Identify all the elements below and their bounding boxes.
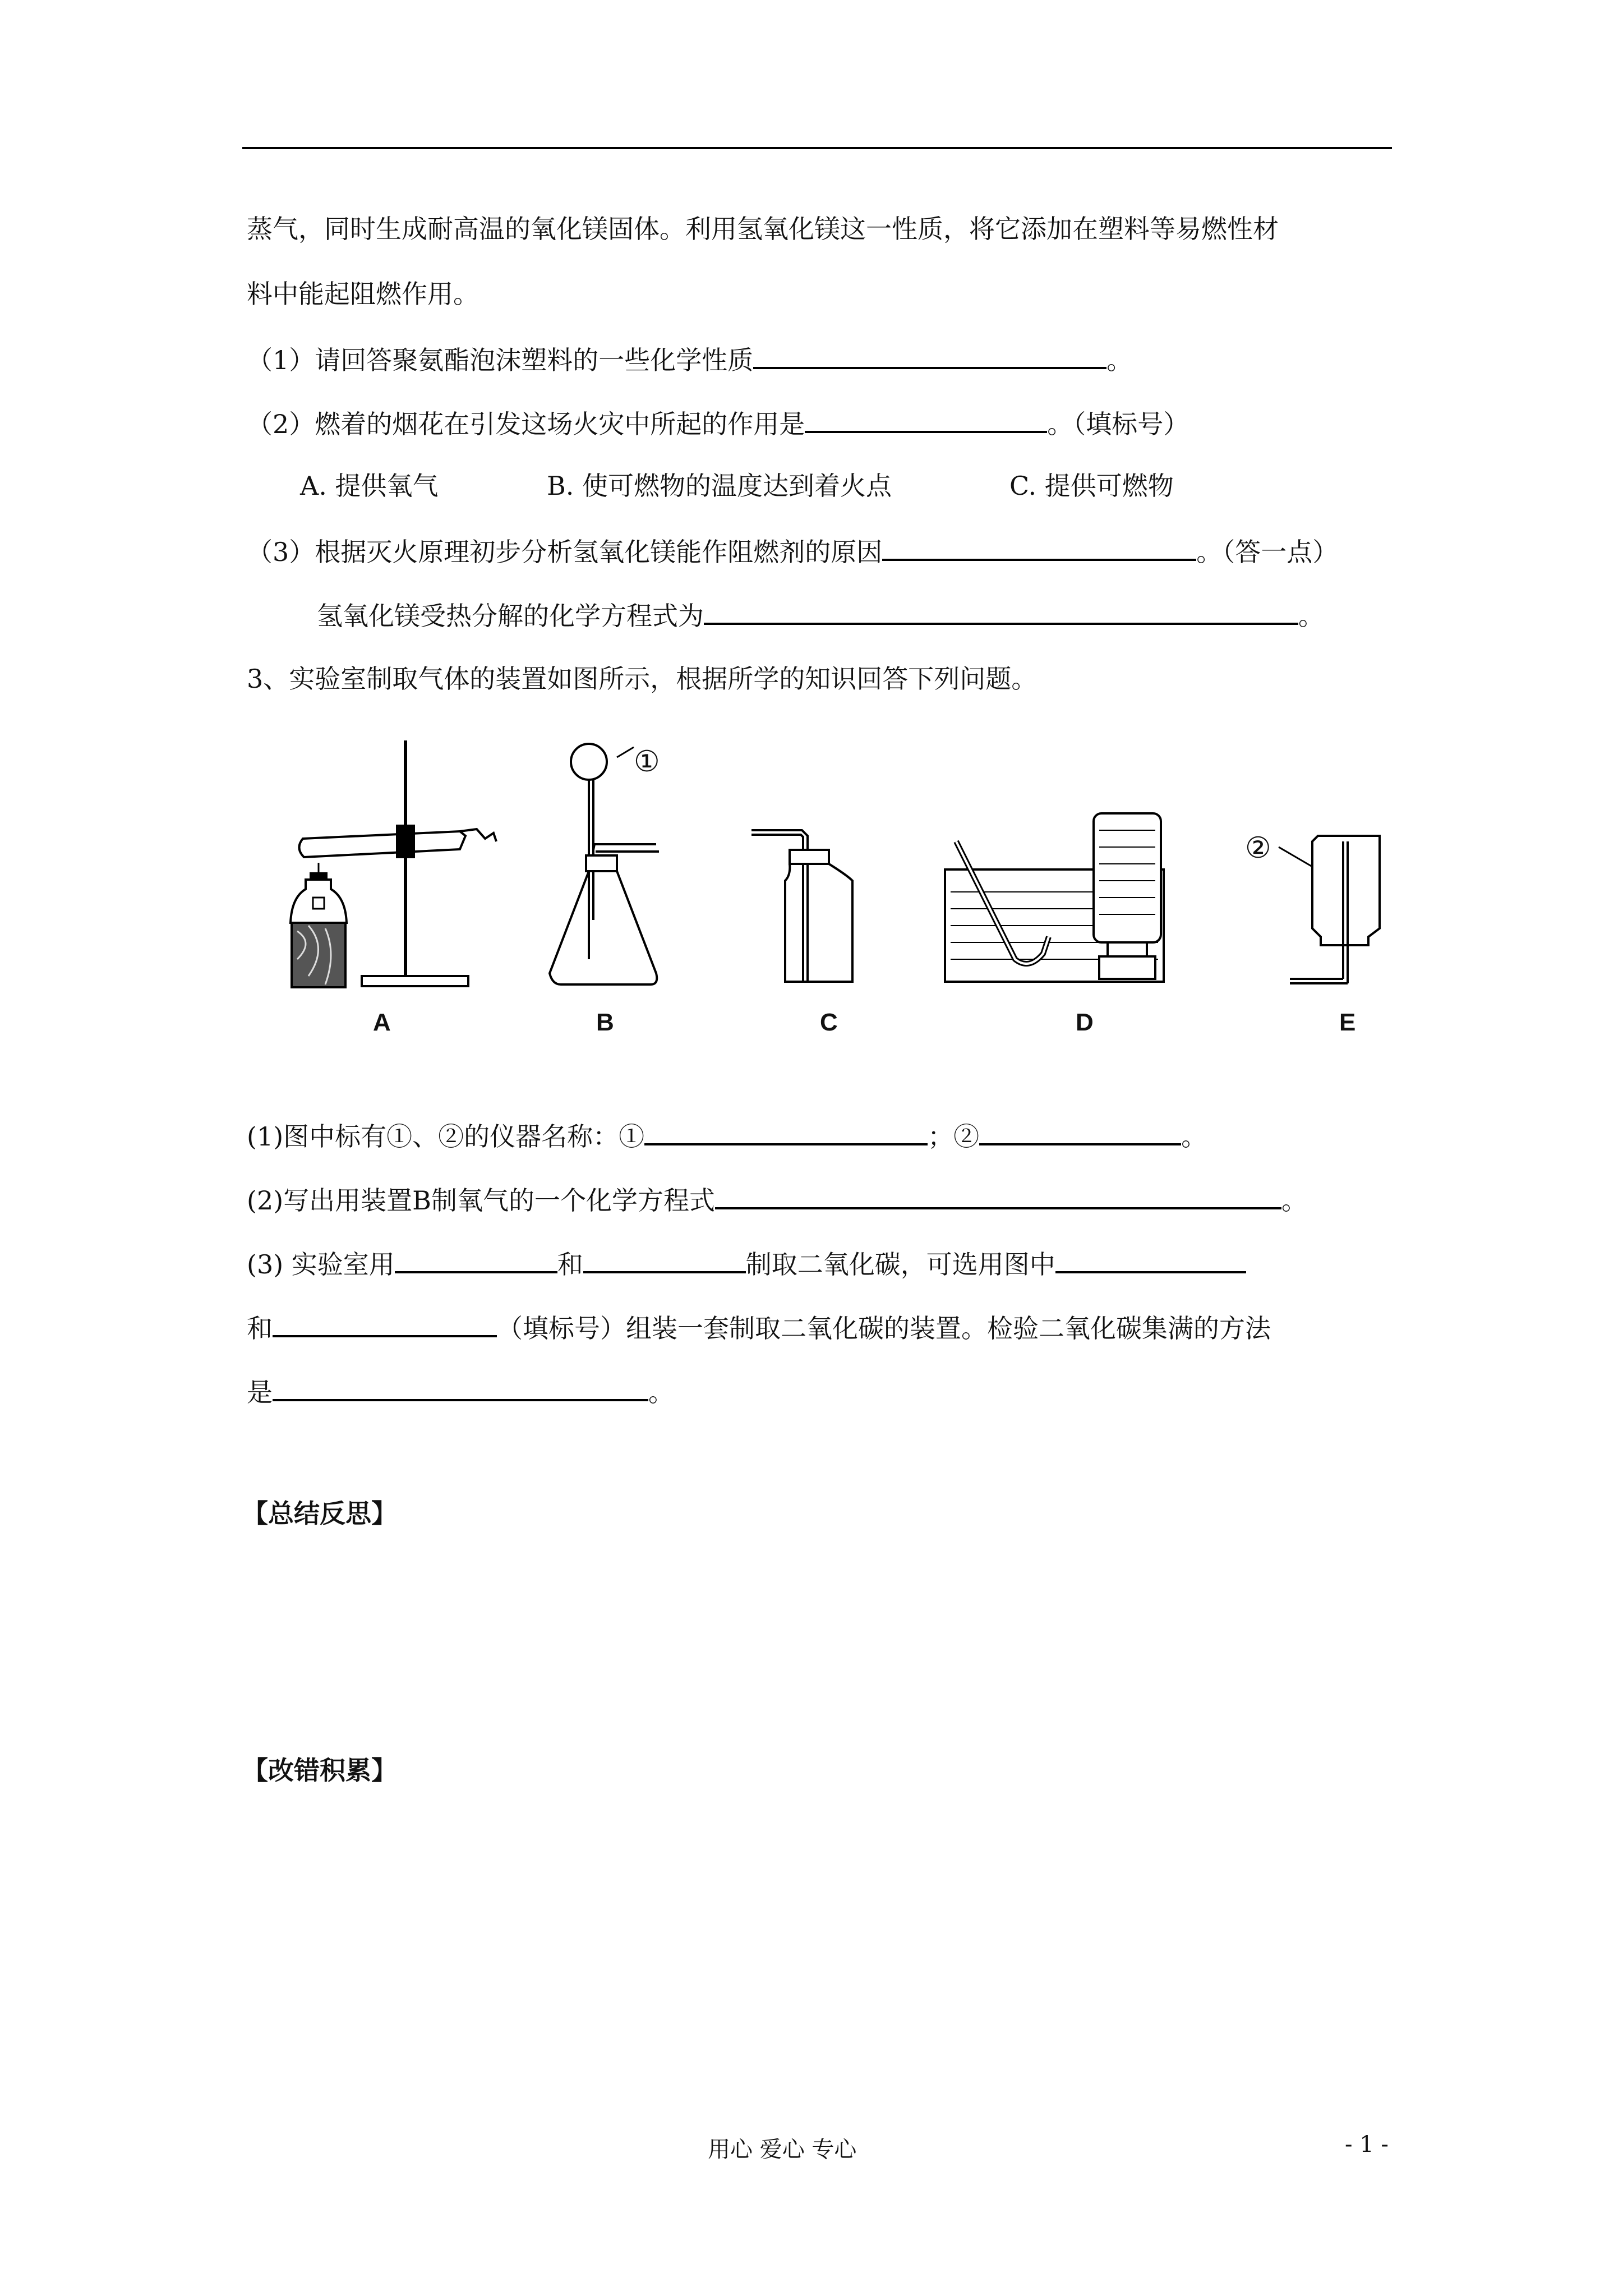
sub-question-1: (1)图中标有①、②的仪器名称：① ；② 。 (247, 1117, 1207, 1153)
sub-question-2: (2)写出用装置B制氧气的一个化学方程式 。 (247, 1181, 1307, 1217)
problem-3-title: 3、实验室制取气体的装置如图所示，根据所学的知识回答下列问题。 (247, 664, 1038, 694)
figure-label-c: C (820, 1009, 838, 1036)
figure-label-d: D (1076, 1009, 1094, 1036)
answer-blank[interactable] (979, 1117, 1181, 1145)
question-3: （3）根据灭火原理初步分析氢氧化镁能作阻燃剂的原因 。（答一点） (247, 533, 1338, 569)
options-row (300, 469, 438, 503)
answer-blank[interactable] (704, 597, 1298, 625)
answer-blank[interactable] (644, 1117, 928, 1145)
answer-blank[interactable] (715, 1181, 1281, 1209)
question-3b: 氢氧化镁受热分解的化学方程式为 。 (317, 597, 1324, 633)
option-b: B. 使可燃物的温度达到着火点 (547, 471, 892, 501)
figure-label-a: A (373, 1009, 391, 1036)
answer-blank[interactable] (805, 405, 1047, 433)
answer-blank[interactable] (1055, 1245, 1246, 1273)
figure-label-e: E (1339, 1009, 1356, 1036)
answer-blank[interactable] (583, 1245, 746, 1273)
answer-blank[interactable] (273, 1309, 497, 1337)
figure-label-b: B (596, 1009, 614, 1036)
question-2: （2）燃着的烟花在引发这场火灾中所起的作用是 。（填标号） (247, 405, 1189, 441)
apparatus-c-illustration (746, 819, 869, 987)
answer-blank[interactable] (395, 1245, 557, 1273)
option-c: C. 提供可燃物 (1009, 471, 1174, 501)
apparatus-d-illustration (937, 791, 1195, 993)
header-rule (242, 147, 1392, 149)
sub-question-3-end: 是 。 (247, 1373, 674, 1409)
page-number: - 1 - (1345, 2132, 1389, 2157)
footer-center: 用心 爱心 专心 (708, 2137, 857, 2162)
options-row (1009, 469, 1174, 503)
paragraph-line: 料中能起阻燃作用。 (247, 279, 479, 309)
answer-blank[interactable] (273, 1373, 648, 1401)
options-row (547, 469, 892, 503)
heading-summary: 【总结反思】 (242, 1498, 397, 1529)
apparatus-e-illustration (1290, 825, 1402, 993)
sub-question-3: (3) 实验室用 和 制取二氧化碳，可选用图中 (247, 1245, 1246, 1281)
question-1: （1）请回答聚氨酯泡沫塑料的一些化学性质 。 (247, 341, 1132, 377)
sub-question-3-cont: 和 （填标号）组装一套制取二氧化碳的装置。检验二氧化碳集满的方法 (247, 1309, 1271, 1345)
apparatus-a-illustration (275, 729, 499, 999)
answer-blank[interactable] (882, 533, 1196, 561)
marker-2: ② (1245, 831, 1271, 865)
paragraph-line: 蒸气，同时生成耐高温的氧化镁固体。利用氢氧化镁这一性质，将它添加在塑料等易燃性材 (247, 214, 1279, 244)
answer-blank[interactable] (753, 341, 1106, 369)
marker-1: ① (634, 745, 660, 779)
heading-errors: 【改错积累】 (242, 1755, 397, 1786)
option-a: A. 提供氧气 (300, 471, 439, 501)
